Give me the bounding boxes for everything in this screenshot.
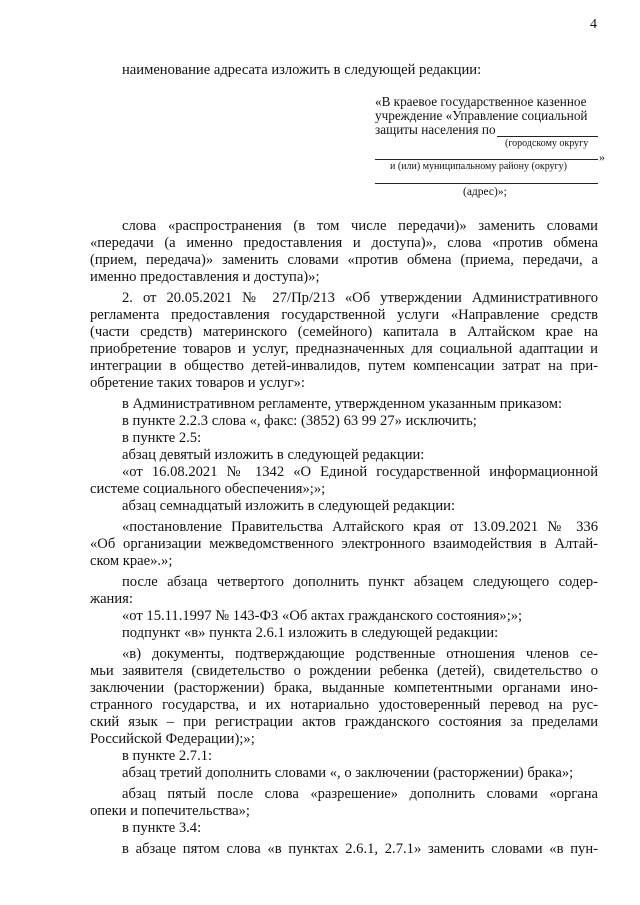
text-line: 2. от 20.05.2021 № 27/Пр/213 «Об утверждении Административного — [122, 290, 598, 306]
text-line: «от 16.08.2021 № 1342 «О Единой государственной информационной — [122, 464, 598, 480]
text-line: заключении (расторжении) брака, выданные компетентными органами ино- — [90, 680, 598, 696]
text-line: ском крае».»; — [90, 553, 173, 569]
address-caption-1: (городскому округу — [505, 138, 589, 149]
text-line: слова «распространения (в том числе передачи)» заменить словами — [122, 218, 598, 234]
address-blank-rule — [497, 136, 598, 137]
text-line: Российской Федерации);»; — [90, 731, 255, 747]
text-line: в пункте 2.5: — [122, 430, 202, 446]
text-line: именно предоставления и доступа)»; — [90, 269, 320, 285]
address-blank-rule — [375, 183, 598, 184]
text-line: «постановление Правительства Алтайского края от 13.09.2021 № 336 — [122, 519, 598, 535]
text-line: (части средств) материнского (семейного) капитала в Алтайском крае на — [90, 324, 598, 340]
page-number: 4 — [590, 17, 597, 32]
text-line: после абзаца четвертого дополнить пункт абзацем следующего содер- — [122, 574, 598, 590]
text-line: жания: — [90, 591, 133, 607]
text-line: подпункт «в» пункта 2.6.1 изложить в следующей редакции: — [122, 625, 499, 641]
text-line: в Административном регламенте, утвержденном указанным приказом: — [122, 396, 563, 412]
address-blank-rule — [375, 159, 598, 160]
address-line-2: учреждение «Управление социальной — [375, 108, 588, 123]
text-line: в абзаце пятом слова «в пунктах 2.6.1, 2.7.1» заменить словами «в пун- — [122, 841, 598, 857]
text-line: «Об организации межведомственного электронного взаимодействия в Алтай- — [90, 536, 598, 552]
address-caption-3: (адрес)»; — [463, 186, 507, 198]
address-quote-mark: » — [599, 150, 605, 164]
text-line: ский язык – при регистрации актов гражданского состояния за пределами — [90, 714, 598, 730]
text-line: мьи заявителя (свидетельство о рождении ребенка (детей), свидетельство о — [90, 663, 598, 679]
text-line: «от 15.11.1997 № 143-ФЗ «Об актах гражданского состояния»;»; — [122, 608, 523, 624]
text-line: (прием, передача)» заменить словами «против обмена (приема, передачи, а — [90, 252, 598, 268]
intro-line: наименование адресата изложить в следующей редакции: — [122, 62, 482, 78]
text-line: приобретение товаров и услуг, предназначенных для социальной адаптации и — [90, 341, 598, 357]
text-line: «в) документы, подтверждающие родственные отношения членов се- — [122, 646, 598, 662]
text-line: абзац девятый изложить в следующей редакции: — [122, 447, 425, 463]
address-line-3: защиты населения по — [375, 122, 496, 137]
text-line: регламента предоставления государственной услуги «Направление средств — [90, 307, 598, 323]
text-line: «передачи (а именно предоставления и доступа)», слова «против обмена — [90, 235, 598, 251]
text-line: в пункте 2.2.3 слова «, факс: (3852) 63 99 27» исключить; — [122, 413, 477, 429]
address-caption-2: и (или) муниципальному району (округу) — [390, 161, 567, 172]
text-line: абзац пятый после слова «разрешение» дополнить словами «органа — [122, 786, 598, 802]
text-line: абзац семнадцатый изложить в следующей редакции: — [122, 498, 456, 514]
text-line: в пункте 2.7.1: — [122, 748, 213, 764]
text-line: интеграции в общество детей-инвалидов, путем компенсации затрат на при- — [90, 358, 598, 374]
text-line: в пункте 3.4: — [122, 820, 202, 836]
address-line-1: «В краевое государственное казенное — [375, 94, 587, 109]
text-line: странного государства, и их нотариально удостоверенный перевод на рус- — [90, 697, 598, 713]
text-line: опеки и попечительства»; — [90, 803, 250, 819]
text-line: абзац третий дополнить словами «, о заключении (расторжении) брака»; — [122, 765, 574, 781]
text-line: системе социального обеспечения»;»; — [90, 481, 326, 497]
text-line: обретение таких товаров и услуг»: — [90, 375, 305, 391]
